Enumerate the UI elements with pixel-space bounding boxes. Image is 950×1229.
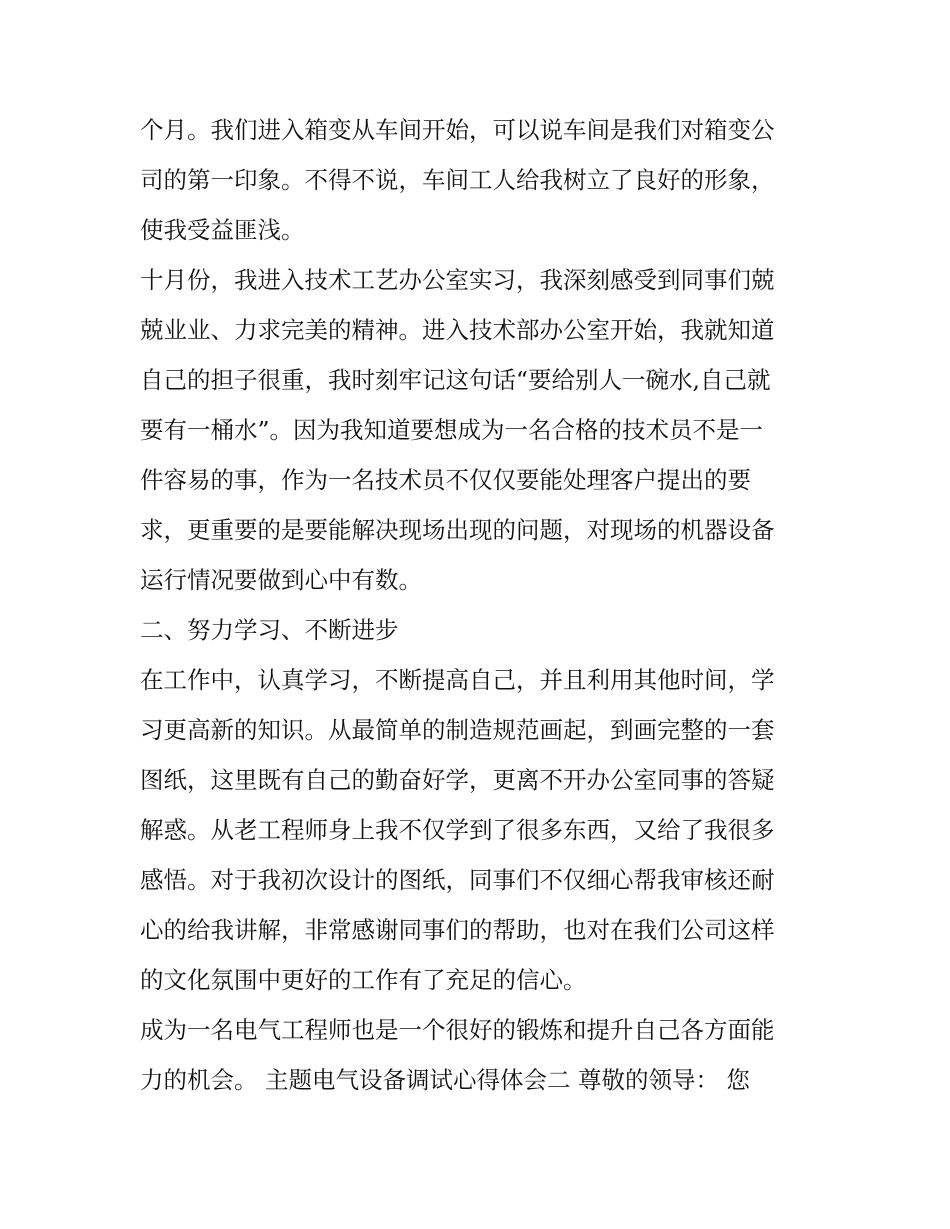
text-line: 的文化氛围中更好的工作有了充足的信心。 (140, 966, 587, 994)
text-line: 司的第一印象。不得不说，车间工人给我树立了良好的形象， (140, 166, 775, 194)
text-line: 力的机会。 主题电气设备调试心得体会二 尊敬的领导： 您 (140, 1066, 750, 1094)
text-line: 个月。我们进入箱变从车间开始，可以说车间是我们对箱变公 (140, 116, 775, 144)
text-line: 件容易的事，作为一名技术员不仅仅要能处理客户提出的要 (140, 466, 751, 494)
text-line: 使我受益匪浅。 (140, 216, 305, 244)
text-line: 感悟。对于我初次设计的图纸，同事们不仅细心帮我审核还耐 (140, 866, 775, 894)
text-line: 在工作中，认真学习，不断提高自己，并且利用其他时间，学 (140, 666, 775, 694)
text-line: 成为一名电气工程师也是一个很好的锻炼和提升自己各方面能 (140, 1016, 775, 1044)
text-line: 解惑。从老工程师身上我不仅学到了很多东西，又给了我很多 (140, 816, 775, 844)
text-line: 图纸，这里既有自己的勤奋好学，更离不开办公室同事的答疑 (140, 766, 775, 794)
text-line: 求，更重要的是要能解决现场出现的问题，对现场的机器设备 (140, 516, 775, 544)
text-line: 习更高新的知识。从最简单的制造规范画起，到画完整的一套 (140, 716, 775, 744)
section-heading: 二、努力学习、不断进步 (140, 616, 399, 644)
text-line: 兢业业、力求完美的精神。进入技术部办公室开始，我就知道 (140, 316, 775, 344)
text-line: 心的给我讲解，非常感谢同事们的帮助，也对在我们公司这样 (140, 916, 775, 944)
text-line: 十月份，我进入技术工艺办公室实习，我深刻感受到同事们兢 (140, 266, 775, 294)
text-line: 自己的担子很重，我时刻牢记这句话“要给别人一碗水,自己就 (140, 366, 771, 394)
document-body (140, 105, 820, 1105)
text-line: 要有一桶水”。因为我知道要想成为一名合格的技术员不是一 (140, 416, 764, 444)
text-line: 运行情况要做到心中有数。 (140, 566, 422, 594)
